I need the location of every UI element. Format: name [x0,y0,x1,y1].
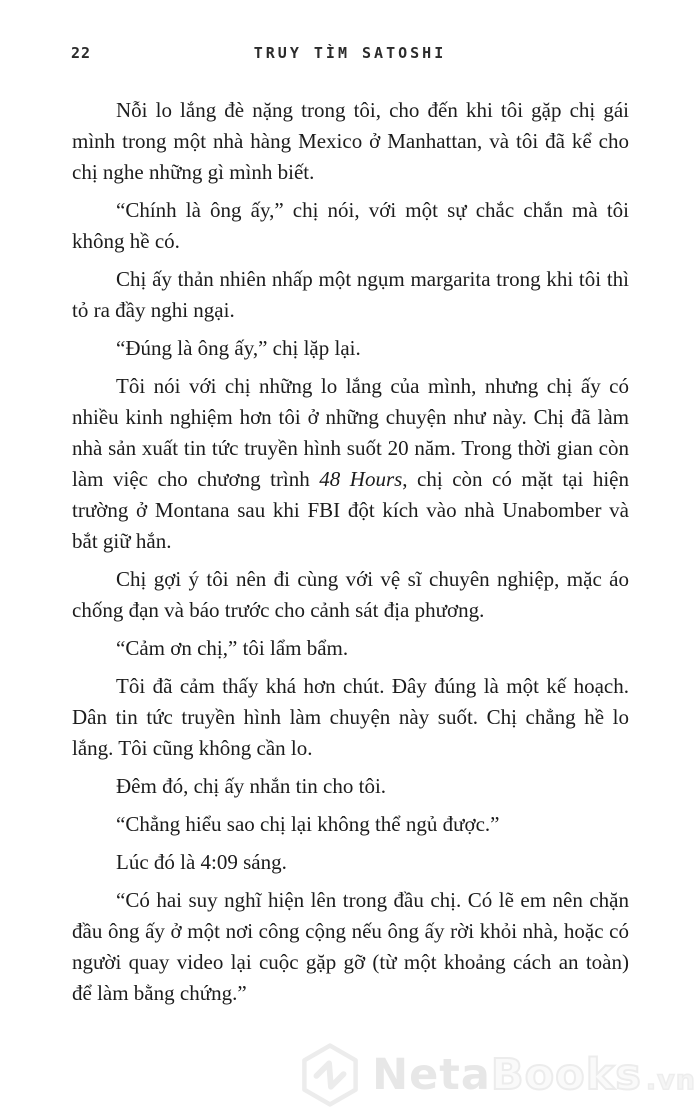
watermark-text [372,1049,696,1100]
paragraph: Chị ấy thản nhiên nhấp một ngụm margarita trong khi tôi thì tỏ ra đầy nghi ngại. [72,267,629,322]
paragraph: Đêm đó, chị ấy nhắn tin cho tôi. [116,774,387,798]
paragraph: Lúc đó là 4:09 sáng. [116,850,287,874]
netabooks-hexagon-n-logo-icon [298,1043,362,1107]
paragraph: “Có hai suy nghĩ hiện lên trong đầu chị. Có lẽ em nên chặn đầu ông ấy ở một nơi công cộng nếu ông ấy rời khỏi nhà, hoặc có người quay video lại cuộc gặp gỡ (từ một khoảng cách an toàn) để làm bằng chứng.” [72,888,629,1005]
paragraph: Chị gợi ý tôi nên đi cùng với vệ sĩ chuyên nghiệp, mặc áo chống đạn và báo trước cho cảnh sát địa phương. [72,567,629,622]
paragraph: “Cảm ơn chị,” tôi lẩm bẩm. [116,636,349,660]
paragraph: “Chẳng hiểu sao chị lại không thể ngủ được.” [116,812,500,836]
paragraph: Nỗi lo lắng đè nặng trong tôi, cho đến khi tôi gặp chị gái mình trong một nhà hàng Mexico ở Manhattan, và tôi đã kể cho chị nghe những gì mình biết. [72,98,629,184]
paragraph-segment: Tôi nói với chị những lo lắng của mình, nhưng chị ấy có nhiều kinh nghiệm hơn tôi ở những chuyện như này. Chị đã làm nhà sản xuất tin tức truyền hình suốt 20 năm. Trong thời gian còn làm việc cho chương trình [72,374,629,491]
watermark-text-neta: Neta [372,1049,491,1100]
paragraph: Tôi đã cảm thấy khá hơn chút. Đây đúng là một kế hoạch. Dân tin tức truyền hình làm chuyện này suốt. Chị chẳng hề lo lắng. Tôi cũng không cần lo. [72,674,629,760]
page-number: 22 [71,44,92,62]
watermark-text-books: Books [490,1049,642,1100]
running-title: TRUY TÌM SATOSHI [253,44,447,62]
body-text [72,95,629,1016]
book-title-italic: 48 Hours [319,467,403,491]
netabooks-watermark [298,1043,696,1107]
page-header [0,44,700,62]
paragraph: “Đúng là ông ấy,” chị lặp lại. [116,336,361,360]
paragraph-segment: , chị còn có mặt tại hiện trường ở Montana sau khi FBI đột kích vào nhà Unabomber và bắt giữ hắn. [72,467,629,553]
watermark-text-vn: .vn [645,1064,696,1096]
paragraph [72,371,629,557]
paragraph: “Chính là ông ấy,” chị nói, với một sự chắc chắn mà tôi không hề có. [72,198,629,253]
